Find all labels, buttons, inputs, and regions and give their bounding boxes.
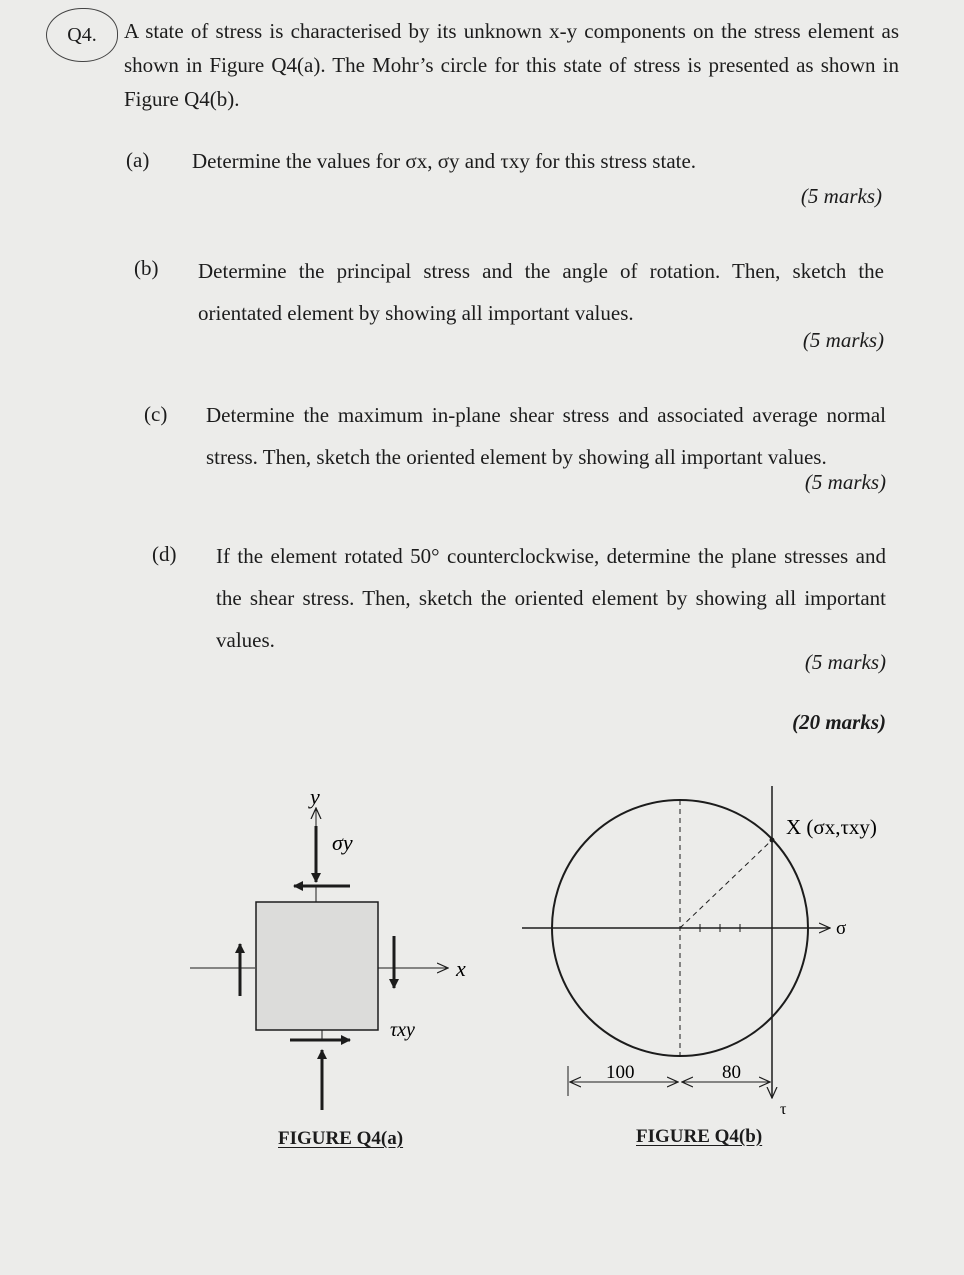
part-b-label: (b) [134,256,159,280]
part-c-text: Determine the maximum in-plane shear stress and associated average normal stress. Then, sketch the oriented element by showing all important values. [206,403,886,469]
part-d-marks: (5 marks) [804,650,886,674]
part-c-marks: (5 marks) [804,470,886,494]
x-axis-label: x [456,956,466,981]
question-intro: A state of stress is characterised by its unknown x-y components on the stress element as shown in Figure Q4(a). The Mohr’s circle for this state of stress is presented as shown in Figure Q4(b). [124,19,899,111]
figure-q4b-diagram [515,780,895,1120]
total-marks: (20 marks) [792,710,886,734]
point-x-label: X (σx,τxy) [786,815,877,839]
part-b-text: Determine the principal stress and the angle of rotation. Then, sketch the orientated element by showing all important values. [198,259,884,325]
part-a-marks: (5 marks) [800,184,882,208]
dim-label-80: 80 [722,1062,741,1083]
sigma-y-label: σy [332,830,353,855]
y-axis-label: y [310,784,320,809]
part-d-label: (d) [152,542,177,566]
part-a-label: (a) [126,148,150,172]
part-c-label: (c) [144,402,168,426]
part-a-text: Determine the values for σx, σy and τxy for this stress state. [192,149,697,173]
tau-axis-label: τ [780,1101,787,1118]
radius-to-point-x [680,840,772,928]
stress-element [256,902,378,1030]
figure-q4b-caption: FIGURE Q4(b) [636,1126,763,1147]
sigma-axis-label: σ [836,918,847,939]
question-number: Q4. [46,8,118,62]
part-d-text: If the element rotated 50° counterclockwise, determine the plane stresses and the shear stress. Then, sketch the oriented element by showing all important values. [216,544,886,652]
figure-q4a-diagram [180,780,500,1120]
dim-label-100: 100 [606,1062,635,1083]
point-x-marker [770,838,775,843]
tau-xy-label: τxy [390,1019,415,1041]
part-b-marks: (5 marks) [802,328,884,352]
figure-q4a-caption: FIGURE Q4(a) [278,1128,404,1149]
